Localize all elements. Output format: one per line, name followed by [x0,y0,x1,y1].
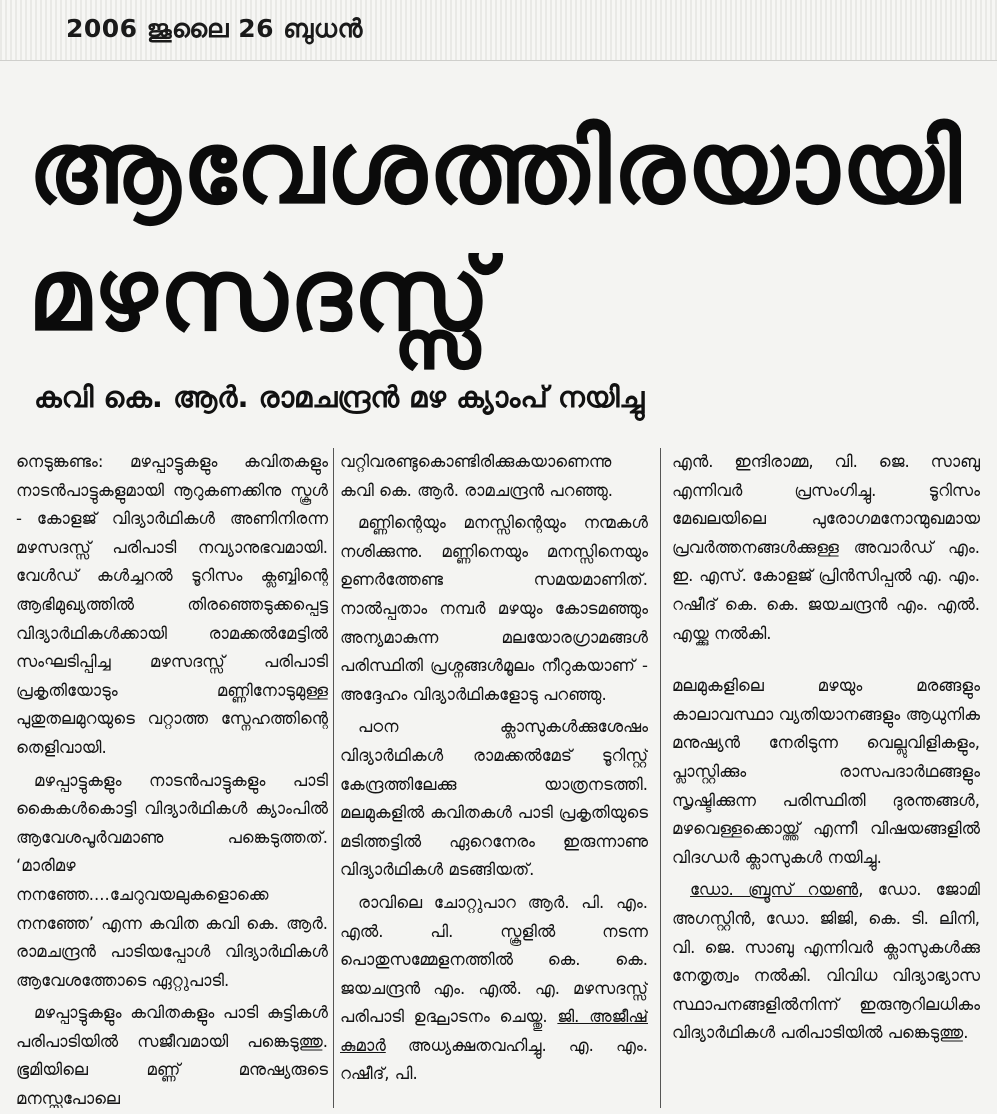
newspaper-header-strip [0,0,997,61]
headline-line-1: ആവേശത്തിരയായി [28,109,963,226]
article-column-2 [340,448,648,1108]
paragraph-text: രാവിലെ ചോറ്റുപാറ ആർ. പി. എം. എൽ. പി. സ്കൂളിൽ നടന്ന പൊതുസമ്മേളനത്തിൽ കെ. കെ. ജയചന്ദ്രൻ എം. എൽ. എ. മഴസദസ്സ് പരിപാടി ഉദ്ഘാടനം ചെയ്തു. [340,892,648,1027]
paragraph: മഴപ്പാട്ടുകളും നാടൻപാട്ടുകളും പാടി കൈകൾകൊട്ടി വിദ്യാർഥികൾ ക്യാംപിൽ ആവേശപൂർവമാണു പങ്കെടുത്തത്. ‘മാരിമഴ നനഞ്ഞേ....ചേറുവയലുകളൊക്കെ നനഞ്ഞേ’ എന്ന കവിത കവി കെ. ആർ. രാമചന്ദ്രൻ പാടിയപ്പോൾ വിദ്യാർഥികൾ ആവേശത്തോടെ ഏറ്റുപാടി. [16,770,328,990]
paragraph-text: അധ്യക്ഷതവഹിച്ചു. എ. എം. റഷീദ്, പി. [340,1035,648,1084]
headline-line-2: മഴസദസ്സ് [28,236,493,353]
person-name-underlined: ഡോ. ബ്രൂസ് റയൺ [690,880,859,900]
paragraph: നെടുങ്കണ്ടം: മഴപ്പാട്ടുകളും കവിതകളും നാടൻപാട്ടുകളുമായി നൂറുകണക്കിനു സ്കൂൾ - കോളജ് വിദ്യാർഥികൾ അണിനിരന്ന മഴസദസ്സ് പരിപാടി നവ്യാനുഭവമായി. വേൾഡ് കൾച്ചറൽ ടൂറിസം ക്ലബ്ബിന്റെ ആഭിമുഖ്യത്തിൽ തിരഞ്ഞെടുക്കപ്പെട്ട വിദ്യാർഥികൾക്കായി രാമക്കൽമേട്ടിൽ സംഘടിപ്പിച്ച മഴസദസ്സ് പരിപാടി പ്രകൃതിയോടും മണ്ണിനോടുമുള്ള പുതുതലമുറയുടെ വറ്റാത്ത സ്നേഹത്തിന്റെ തെളിവായി. [16,452,328,757]
paragraph: വറ്റിവരണ്ടുകൊണ്ടിരിക്കുകയാണെന്നു കവി കെ. ആർ. രാമചന്ദ്രൻ പറഞ്ഞു. [340,452,614,500]
person-name-underlined: ജി. അജീഷ് കുമാർ [340,1007,648,1055]
date-line: 2006 ജൂലൈ 26 ബുധൻ [66,14,363,43]
article-column-3 [672,448,980,1108]
article-column-1 [16,448,328,1108]
paragraph: മണ്ണിന്റെയും മനസ്സിന്റെയും നന്മകൾ നശിക്കുന്നു. മണ്ണിനെയും മനസ്സിനെയും ഉണർത്തേണ്ട സമയമാണിത്. നാൽപ്പതാം നമ്പർ മഴയും കോടമഞ്ഞും അന്യമാകുന്ന മലയോരഗ്രാമങ്ങൾ പരിസ്ഥിതി പ്രശ്നങ്ങൾമൂലം നീറുകയാണ് - അദ്ദേഹം വിദ്യാർഥികളോടു പറഞ്ഞു. [340,513,648,704]
paragraph: എൻ. ഇന്ദിരാമ്മ, വി. ജെ. സാബു എന്നിവർ പ്രസംഗിച്ചു. ടൂറിസം മേഖലയിലെ പുരോഗമനോന്മുഖമായ പ്രവർത്തനങ്ങൾക്കുള്ള അവാർഡ് എം. ഇ. എസ്. കോളജ് പ്രിൻസിപ്പൽ എ. എം. റഷീദ് കെ. കെ. ജയചന്ദ്രൻ എം. എൽ. എയ്ക്കു നൽകി. [672,452,980,643]
paragraph [340,889,648,1089]
column-divider [660,448,661,1108]
paragraph: മഴപ്പാട്ടുകളും കവിതകളും പാടി കുട്ടികൾ പരിപാടിയിൽ സജീവമായി പങ്കെടുത്തു. ഭൂമിയിലെ മണ്ണ് മനുഷ്യരുടെ മനസ്സുപോലെ [16,1003,328,1108]
subheadline: കവി കെ. ആർ. രാമചന്ദ്രൻ മഴ ക്യാംപ് നയിച്ചു [34,380,645,414]
paragraph [672,876,980,1048]
paragraph: പഠന ക്ലാസുകൾക്കുശേഷം വിദ്യാർഥികൾ രാമക്കൽമേട് ടൂറിസ്റ്റ് കേന്ദ്രത്തിലേക്കു യാത്രനടത്തി. മലമുകളിൽ കവിതകൾ പാടി പ്രകൃതിയുടെ മടിത്തട്ടിൽ ഏറെനേരം ഇരുന്നാണു വിദ്യാർഥികൾ മടങ്ങിയത്. [340,717,648,880]
column-divider [333,448,334,1108]
paragraph: മലമുകളിലെ മഴയും മരങ്ങളും കാലാവസ്ഥാ വ്യതിയാനങ്ങളും ആധുനിക മനുഷ്യൻ നേരിടുന്ന വെല്ലുവിളികളും, പ്ലാസ്റ്റിക്കും രാസപദാർഥങ്ങളും സൃഷ്ടിക്കുന്ന പരിസ്ഥിതി ദുരന്തങ്ങൾ, മഴവെള്ളക്കൊയ്ത്ത് എന്നീ വിഷയങ്ങളിൽ വിദഗ്ധർ ക്ലാസുകൾ നയിച്ചു. [672,676,980,867]
paragraph-text: , ഡോ. ജോമി അഗസ്റ്റിൻ, ഡോ. ജിജി, കെ. ടി. ലിനി, വി. ജെ. സാബു എന്നിവർ ക്ലാസുകൾക്കു നേതൃത്വം നൽകി. വിവിധ വിദ്യാഭ്യാസ സ്ഥാപനങ്ങളിൽനിന്ന് ഇരുനൂറിലധികം വിദ്യാർഥികൾ പരിപാടിയിൽ പങ്കെടുത്തു. [672,880,980,1043]
